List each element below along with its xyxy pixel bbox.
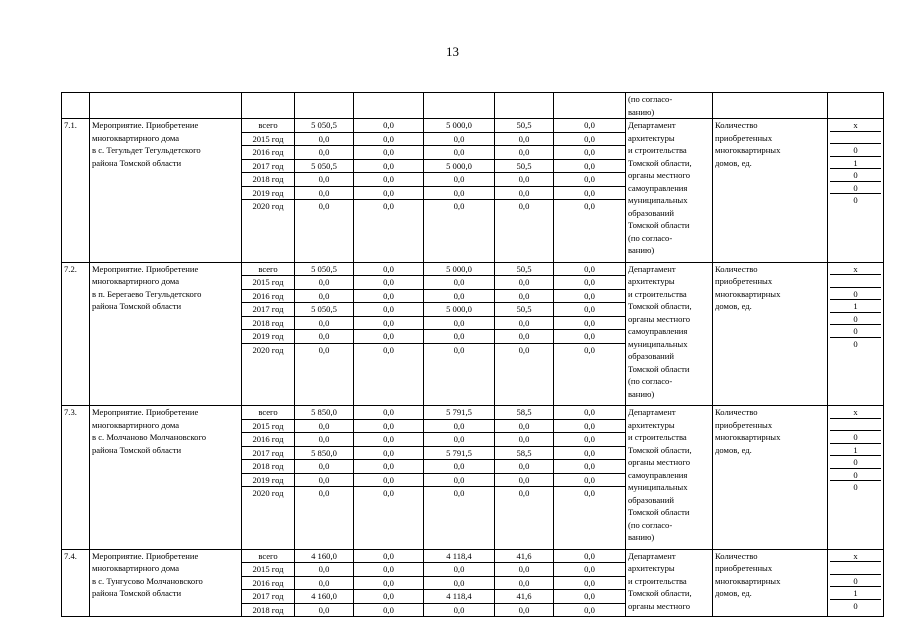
regional-budget-cell: 5 791,5	[424, 406, 495, 420]
period-cell: 2017 год	[242, 590, 295, 604]
executor-text-line: (по согласо-	[628, 232, 673, 243]
measure-name-line: многоквартирного дома	[92, 563, 180, 573]
period-cell: 2016 год	[242, 576, 295, 590]
executor-text-line: органы местного	[628, 170, 690, 180]
other-sources-cell: 0,0	[554, 487, 626, 550]
local-budget-cell: 0,0	[495, 146, 554, 160]
regional-budget-cell: 0,0	[424, 173, 495, 187]
regional-budget-cell: 0,0	[424, 460, 495, 474]
indicator-values-cell	[828, 119, 884, 263]
executor-text-line: Томской области	[628, 363, 690, 374]
period-cell: 2019 год	[242, 186, 295, 200]
regional-budget-cell: 0,0	[424, 419, 495, 433]
executor-text-line: Департамент	[628, 120, 676, 130]
measure-name-line: в с. Молчаново Молчановского	[92, 432, 207, 442]
other-sources-cell: 0,0	[554, 590, 626, 604]
regional-budget-cell: 0,0	[424, 343, 495, 406]
executor-text-line: ванию)	[628, 532, 655, 542]
local-budget-cell: 0,0	[495, 343, 554, 406]
period-cell: всего	[242, 406, 295, 420]
other-sources-cell: 0,0	[554, 576, 626, 590]
other-sources-cell: 0,0	[554, 119, 626, 133]
local-budget-cell: 0,0	[495, 289, 554, 303]
indicator-value: x	[830, 550, 881, 563]
indicator-value: 0	[853, 482, 858, 492]
local-budget-cell: 41,6	[495, 549, 554, 563]
indicator-text-line: Количество	[715, 120, 758, 130]
local-budget-cell: 0,0	[495, 276, 554, 290]
regional-budget-cell: 0,0	[424, 316, 495, 330]
local-budget-cell: 0,0	[495, 419, 554, 433]
total-funding-cell: 0,0	[295, 563, 354, 577]
local-budget-cell: 58,5	[495, 446, 554, 460]
indicator-value: 0	[853, 195, 858, 205]
executor-text-line: (по согласо-	[628, 376, 673, 386]
indicator-value: x	[830, 119, 881, 132]
local-budget-cell: 50,5	[495, 262, 554, 276]
federal-budget-cell: 0,0	[354, 146, 424, 160]
executor-text-line: Томской области,	[628, 588, 692, 598]
federal-budget-cell: 0,0	[354, 262, 424, 276]
total-funding-cell: 5 050,5	[295, 303, 354, 317]
table-row	[62, 406, 884, 420]
other-sources-cell: 0,0	[554, 419, 626, 433]
measure-name-cell	[90, 262, 242, 406]
executor-text-line: Томской области,	[628, 444, 692, 455]
executor-text-line: Томской области	[628, 507, 690, 517]
period-cell: всего	[242, 119, 295, 133]
empty-cell	[554, 93, 626, 119]
measure-number: 7.3.	[62, 406, 90, 550]
indicator-value: 0	[830, 144, 881, 157]
measure-number: 7.1.	[62, 119, 90, 263]
indicator-value: 0	[830, 575, 881, 588]
total-funding-cell: 0,0	[295, 473, 354, 487]
executor-text-line: Департамент	[628, 407, 676, 417]
measure-name-line: в п. Берегаево Тегульдетского	[92, 288, 202, 299]
regional-budget-cell: 0,0	[424, 487, 495, 550]
regional-budget-cell: 5 000,0	[424, 159, 495, 173]
total-funding-cell: 4 160,0	[295, 549, 354, 563]
period-cell: всего	[242, 262, 295, 276]
indicator-value	[830, 562, 881, 575]
measure-name-cell	[90, 119, 242, 263]
indicator-value: 0	[830, 431, 881, 444]
regional-budget-cell: 0,0	[424, 186, 495, 200]
continuation-row	[62, 93, 884, 119]
indicator-text-line: домов, ед.	[715, 444, 752, 455]
regional-budget-cell: 0,0	[424, 276, 495, 290]
regional-budget-cell: 0,0	[424, 289, 495, 303]
total-funding-cell: 5 850,0	[295, 446, 354, 460]
local-budget-cell: 0,0	[495, 487, 554, 550]
indicator-value	[830, 275, 881, 288]
table-row	[62, 119, 884, 133]
executor-text-line: ванию)	[628, 245, 655, 255]
local-budget-cell: 0,0	[495, 173, 554, 187]
measure-name-line: района Томской области	[92, 301, 182, 311]
indicator-values-cell	[828, 262, 884, 406]
local-budget-cell: 0,0	[495, 460, 554, 474]
local-budget-cell: 58,5	[495, 406, 554, 420]
regional-budget-cell: 0,0	[424, 563, 495, 577]
period-cell: 2015 год	[242, 419, 295, 433]
executor-text-line: самоуправления	[628, 469, 688, 480]
indicator-value: x	[830, 406, 881, 419]
executor-text-line: Томской области,	[628, 157, 692, 168]
total-funding-cell: 0,0	[295, 200, 354, 263]
regional-budget-cell: 5 000,0	[424, 119, 495, 133]
total-funding-cell: 0,0	[295, 487, 354, 550]
measure-number: 7.4.	[62, 549, 90, 617]
indicator-value: 0	[830, 469, 881, 482]
measure-name-cell	[90, 549, 242, 617]
total-funding-cell: 5 050,5	[295, 119, 354, 133]
local-budget-cell: 0,0	[495, 316, 554, 330]
measure-number: 7.2.	[62, 262, 90, 406]
indicator-text-line: приобретенных	[715, 563, 773, 573]
total-funding-cell: 0,0	[295, 419, 354, 433]
federal-budget-cell: 0,0	[354, 343, 424, 406]
measure-name-line: района Томской области	[92, 157, 182, 168]
local-budget-cell: 0,0	[495, 186, 554, 200]
indicator-value: 1	[830, 587, 881, 600]
measure-name-line: в с. Тунгусово Молчановского	[92, 575, 203, 586]
other-sources-cell: 0,0	[554, 460, 626, 474]
period-cell: 2018 год	[242, 173, 295, 187]
indicator-text-line: домов, ед.	[715, 588, 752, 598]
period-cell: 2017 год	[242, 303, 295, 317]
executor-text-line: и строительства	[628, 575, 687, 586]
total-funding-cell: 0,0	[295, 173, 354, 187]
executor-text-line: муниципальных	[628, 338, 688, 349]
other-sources-cell: 0,0	[554, 343, 626, 406]
executor-text-line: архитектуры	[628, 276, 675, 286]
other-sources-cell: 0,0	[554, 549, 626, 563]
regional-budget-cell: 0,0	[424, 330, 495, 344]
indicator-value: 0	[830, 169, 881, 182]
executor-text-line: самоуправления	[628, 326, 688, 336]
executor-text-line: органы местного	[628, 600, 690, 611]
regional-budget-cell: 5 000,0	[424, 262, 495, 276]
executor-text-line: ванию)	[628, 388, 655, 399]
measure-name-line: многоквартирного дома	[92, 276, 180, 286]
indicator-value: 0	[830, 182, 881, 195]
other-sources-cell: 0,0	[554, 262, 626, 276]
period-cell: 2015 год	[242, 563, 295, 577]
empty-cell	[90, 93, 242, 119]
federal-budget-cell: 0,0	[354, 289, 424, 303]
executor-text-line: (по согласо-	[628, 94, 673, 104]
executor-text-line: Департамент	[628, 550, 676, 561]
local-budget-cell: 50,5	[495, 303, 554, 317]
executor-text-line: органы местного	[628, 457, 690, 467]
period-cell: 2018 год	[242, 460, 295, 474]
total-funding-cell: 5 050,5	[295, 262, 354, 276]
local-budget-cell: 0,0	[495, 433, 554, 447]
regional-budget-cell: 0,0	[424, 603, 495, 617]
other-sources-cell: 0,0	[554, 433, 626, 447]
regional-budget-cell: 5 791,5	[424, 446, 495, 460]
period-cell: 2020 год	[242, 487, 295, 550]
executor-text-line: Департамент	[628, 263, 676, 274]
executor-cell	[626, 406, 713, 550]
local-budget-cell: 50,5	[495, 119, 554, 133]
federal-budget-cell: 0,0	[354, 173, 424, 187]
indicator-text-line: Количество	[715, 550, 758, 561]
other-sources-cell: 0,0	[554, 186, 626, 200]
local-budget-cell: 0,0	[495, 473, 554, 487]
period-cell: 2019 год	[242, 330, 295, 344]
indicator-value: 0	[830, 325, 881, 338]
indicator-value: 0	[853, 600, 858, 611]
total-funding-cell: 0,0	[295, 186, 354, 200]
period-cell: 2018 год	[242, 603, 295, 617]
regional-budget-cell: 0,0	[424, 132, 495, 146]
other-sources-cell: 0,0	[554, 316, 626, 330]
measure-name-cell	[90, 406, 242, 550]
executor-text-line: образований	[628, 351, 674, 361]
period-cell: 2016 год	[242, 433, 295, 447]
indicator-text-line: домов, ед.	[715, 301, 752, 311]
period-cell: 2020 год	[242, 343, 295, 406]
indicator-text-line: многоквартирных	[715, 145, 781, 155]
local-budget-cell: 50,5	[495, 159, 554, 173]
measures-table-body	[62, 93, 884, 617]
executor-text-line: ванию)	[628, 106, 655, 117]
measure-name-line: Мероприятие. Приобретение	[92, 407, 199, 417]
period-cell: всего	[242, 549, 295, 563]
federal-budget-cell: 0,0	[354, 303, 424, 317]
indicator-cell	[713, 119, 828, 263]
federal-budget-cell: 0,0	[354, 186, 424, 200]
total-funding-cell: 0,0	[295, 603, 354, 617]
indicator-cell	[713, 262, 828, 406]
other-sources-cell: 0,0	[554, 406, 626, 420]
executor-text-line: муниципальных	[628, 482, 688, 492]
local-budget-cell: 0,0	[495, 576, 554, 590]
other-sources-cell: 0,0	[554, 289, 626, 303]
indicator-text-line: Количество	[715, 407, 758, 417]
federal-budget-cell: 0,0	[354, 460, 424, 474]
indicator-text-line: многоквартирных	[715, 575, 781, 586]
indicator-value	[830, 419, 881, 432]
federal-budget-cell: 0,0	[354, 419, 424, 433]
federal-budget-cell: 0,0	[354, 446, 424, 460]
executor-cell	[626, 549, 713, 617]
indicator-value: 1	[830, 444, 881, 457]
executor-text-line: муниципальных	[628, 195, 688, 205]
local-budget-cell: 0,0	[495, 330, 554, 344]
federal-budget-cell: 0,0	[354, 406, 424, 420]
measures-table-container	[61, 92, 884, 617]
other-sources-cell: 0,0	[554, 146, 626, 160]
indicator-text-line: домов, ед.	[715, 157, 752, 168]
other-sources-cell: 0,0	[554, 603, 626, 617]
executor-text-line: архитектуры	[628, 419, 675, 430]
regional-budget-cell: 0,0	[424, 473, 495, 487]
executor-cell	[626, 262, 713, 406]
federal-budget-cell: 0,0	[354, 549, 424, 563]
local-budget-cell: 0,0	[495, 200, 554, 263]
regional-budget-cell: 5 000,0	[424, 303, 495, 317]
total-funding-cell: 0,0	[295, 433, 354, 447]
regional-budget-cell: 0,0	[424, 146, 495, 160]
executor-text-line: самоуправления	[628, 182, 688, 193]
total-funding-cell: 0,0	[295, 576, 354, 590]
executor-text-line: архитектуры	[628, 132, 675, 143]
total-funding-cell: 0,0	[295, 316, 354, 330]
total-funding-cell: 5 850,0	[295, 406, 354, 420]
federal-budget-cell: 0,0	[354, 576, 424, 590]
federal-budget-cell: 0,0	[354, 487, 424, 550]
indicator-value: x	[830, 263, 881, 276]
empty-cell	[354, 93, 424, 119]
period-cell: 2017 год	[242, 446, 295, 460]
measure-name-line: многоквартирного дома	[92, 132, 180, 143]
indicator-value: 0	[853, 338, 858, 349]
indicator-text-line: Количество	[715, 263, 758, 274]
measure-name-line: района Томской области	[92, 588, 182, 598]
table-row	[62, 549, 884, 563]
indicator-value	[830, 132, 881, 145]
period-cell: 2017 год	[242, 159, 295, 173]
empty-cell	[62, 93, 90, 119]
total-funding-cell: 0,0	[295, 330, 354, 344]
period-cell: 2018 год	[242, 316, 295, 330]
other-sources-cell: 0,0	[554, 330, 626, 344]
indicator-values-cell	[828, 406, 884, 550]
executor-text-line: Томской области	[628, 220, 690, 230]
indicator-text-line: приобретенных	[715, 276, 773, 286]
indicator-cell	[713, 406, 828, 550]
executor-text-line: и строительства	[628, 288, 687, 299]
indicator-values-cell	[828, 549, 884, 617]
federal-budget-cell: 0,0	[354, 276, 424, 290]
period-cell: 2015 год	[242, 132, 295, 146]
measure-name-line: Мероприятие. Приобретение	[92, 120, 199, 130]
total-funding-cell: 5 050,5	[295, 159, 354, 173]
regional-budget-cell: 0,0	[424, 200, 495, 263]
federal-budget-cell: 0,0	[354, 330, 424, 344]
empty-cell	[713, 93, 828, 119]
measure-name-line: Мероприятие. Приобретение	[92, 263, 199, 274]
measure-name-line: района Томской области	[92, 444, 182, 455]
other-sources-cell: 0,0	[554, 563, 626, 577]
indicator-value: 0	[830, 456, 881, 469]
total-funding-cell: 0,0	[295, 289, 354, 303]
indicator-text-line: приобретенных	[715, 419, 773, 430]
other-sources-cell: 0,0	[554, 159, 626, 173]
indicator-text-line: многоквартирных	[715, 288, 781, 299]
regional-budget-cell: 0,0	[424, 433, 495, 447]
indicator-value: 1	[830, 157, 881, 170]
federal-budget-cell: 0,0	[354, 590, 424, 604]
federal-budget-cell: 0,0	[354, 159, 424, 173]
total-funding-cell: 0,0	[295, 276, 354, 290]
indicator-text-line: приобретенных	[715, 132, 773, 143]
empty-cell	[295, 93, 354, 119]
indicator-value: 1	[830, 300, 881, 313]
empty-cell	[495, 93, 554, 119]
period-cell: 2016 год	[242, 146, 295, 160]
total-funding-cell: 0,0	[295, 132, 354, 146]
indicator-cell	[713, 549, 828, 617]
empty-cell	[242, 93, 295, 119]
federal-budget-cell: 0,0	[354, 119, 424, 133]
executor-text-line: органы местного	[628, 313, 690, 324]
other-sources-cell: 0,0	[554, 446, 626, 460]
period-cell: 2015 год	[242, 276, 295, 290]
other-sources-cell: 0,0	[554, 473, 626, 487]
local-budget-cell: 41,6	[495, 590, 554, 604]
other-sources-cell: 0,0	[554, 132, 626, 146]
federal-budget-cell: 0,0	[354, 132, 424, 146]
total-funding-cell: 0,0	[295, 343, 354, 406]
measures-table	[61, 92, 884, 617]
executor-text-line: (по согласо-	[628, 519, 673, 530]
indicator-value: 0	[830, 288, 881, 301]
other-sources-cell: 0,0	[554, 173, 626, 187]
empty-cell	[828, 93, 884, 119]
local-budget-cell: 0,0	[495, 603, 554, 617]
regional-budget-cell: 4 118,4	[424, 549, 495, 563]
federal-budget-cell: 0,0	[354, 433, 424, 447]
indicator-text-line: многоквартирных	[715, 432, 781, 442]
federal-budget-cell: 0,0	[354, 473, 424, 487]
local-budget-cell: 0,0	[495, 563, 554, 577]
total-funding-cell: 4 160,0	[295, 590, 354, 604]
measure-name-line: многоквартирного дома	[92, 419, 180, 430]
federal-budget-cell: 0,0	[354, 316, 424, 330]
period-cell: 2020 год	[242, 200, 295, 263]
total-funding-cell: 0,0	[295, 460, 354, 474]
other-sources-cell: 0,0	[554, 200, 626, 263]
executor-text-line: Томской области,	[628, 301, 692, 311]
page-number: 13	[446, 44, 459, 59]
executor-text-line: архитектуры	[628, 563, 675, 573]
executor-text-line: и строительства	[628, 145, 687, 155]
table-row	[62, 262, 884, 276]
other-sources-cell: 0,0	[554, 303, 626, 317]
measure-name-line: Мероприятие. Приобретение	[92, 550, 199, 561]
empty-cell	[424, 93, 495, 119]
other-sources-cell: 0,0	[554, 276, 626, 290]
period-cell: 2019 год	[242, 473, 295, 487]
indicator-value: 0	[830, 313, 881, 326]
local-budget-cell: 0,0	[495, 132, 554, 146]
federal-budget-cell: 0,0	[354, 603, 424, 617]
continuation-executor-cell	[626, 93, 713, 119]
executor-text-line: образований	[628, 494, 674, 505]
executor-text-line: образований	[628, 207, 674, 218]
regional-budget-cell: 0,0	[424, 576, 495, 590]
executor-cell	[626, 119, 713, 263]
federal-budget-cell: 0,0	[354, 563, 424, 577]
regional-budget-cell: 4 118,4	[424, 590, 495, 604]
federal-budget-cell: 0,0	[354, 200, 424, 263]
total-funding-cell: 0,0	[295, 146, 354, 160]
executor-text-line: и строительства	[628, 432, 687, 442]
period-cell: 2016 год	[242, 289, 295, 303]
measure-name-line: в с. Тегульдет Тегульдетского	[92, 145, 201, 155]
